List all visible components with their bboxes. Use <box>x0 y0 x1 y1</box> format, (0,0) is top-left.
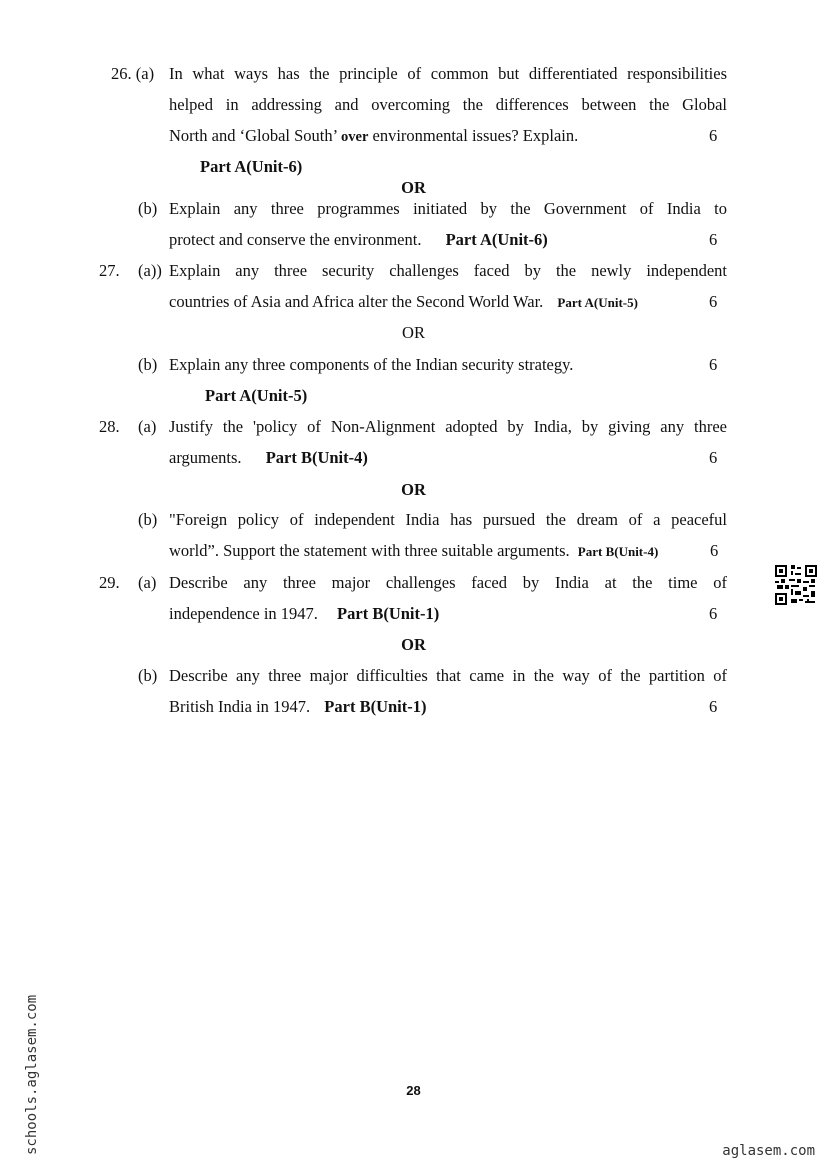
q28-a-line2 <box>169 448 368 468</box>
watermark-right: aglasem.com <box>722 1143 815 1159</box>
watermark-left: schools.aglasem.com <box>24 994 40 1155</box>
q29-num: 29. <box>99 573 120 592</box>
q26-b-line2 <box>169 230 548 250</box>
question-29-number <box>99 573 120 593</box>
q26-a-part-text: Part A(Unit-6) <box>200 157 303 176</box>
q29-a-label: (a) <box>138 573 157 592</box>
q29-or <box>0 635 827 655</box>
q26-or <box>0 178 827 198</box>
q28-a-line2-text: arguments. <box>169 448 242 467</box>
q26-a-label: (a) <box>135 64 155 83</box>
question-27-number <box>99 261 120 281</box>
q26-num: 26. <box>111 64 132 83</box>
q26-b-label: (b) <box>138 199 158 218</box>
q27-b-part <box>205 386 307 406</box>
q27-a-line2 <box>169 292 638 313</box>
q28-b-marks: 6 <box>710 541 719 560</box>
q29-a-line1: Describe any three major challenges faced by India at the time of <box>169 573 727 592</box>
q26-a-line3-post: environmental issues? Explain. <box>372 126 579 145</box>
q27-b-marks: 6 <box>709 355 718 374</box>
q27-a-line1: Explain any three security challenges faced by the newly independent <box>169 261 727 280</box>
q29-a-line2 <box>169 604 439 624</box>
q26-a-line1: In what ways has the principle of common but differentiated responsibilities <box>169 64 727 83</box>
q29-b-line2 <box>169 697 426 717</box>
q29-b-part: Part B(Unit-1) <box>324 697 427 716</box>
q28-or-text: OR <box>401 480 426 499</box>
q28-b-line2-text: world”. Support the statement with three suitable arguments. <box>169 541 570 560</box>
q27-b-part-text: Part A(Unit-5) <box>205 386 308 405</box>
q27-b-line1: Explain any three components of the Indian security strategy. <box>169 355 574 374</box>
q27-or: OR <box>402 323 425 342</box>
q28-b-part: Part B(Unit-4) <box>577 544 659 559</box>
qr-code-icon <box>775 565 817 605</box>
q28-or <box>0 480 827 500</box>
q28-num: 28. <box>99 417 120 436</box>
q29-a-marks: 6 <box>709 604 718 623</box>
q29-or-text: OR <box>401 635 426 654</box>
q27-a-part: Part A(Unit-5) <box>557 295 638 310</box>
q29-a-part: Part B(Unit-1) <box>337 604 440 623</box>
q27-a-line2-text: countries of Asia and Africa alter the Second World War. <box>169 292 544 311</box>
question-26-number <box>111 64 154 84</box>
q26-a-line3 <box>169 126 578 147</box>
q29-b-label: (b) <box>138 666 158 685</box>
q28-b-label: (b) <box>138 510 158 529</box>
q26-a-part <box>200 157 302 177</box>
q26-b-part: Part A(Unit-6) <box>445 230 548 249</box>
q28-a-line1: Justify the 'policy of Non-Alignment adopted by India, by giving any three <box>169 417 727 436</box>
q28-a-part: Part B(Unit-4) <box>265 448 368 467</box>
page-number: 28 <box>406 1083 421 1098</box>
q27-a-label: (a)) <box>138 261 162 280</box>
q26-b-marks: 6 <box>709 230 718 249</box>
q29-a-line2-text: independence in 1947. <box>169 604 318 623</box>
q28-b-line1: "Foreign policy of independent India has pursued the dream of a peaceful <box>169 510 727 529</box>
q29-b-line1: Describe any three major difficulties that came in the way of the partition of <box>169 666 727 685</box>
q27-b-label: (b) <box>138 355 158 374</box>
q26-or-text: OR <box>401 178 426 197</box>
q26-a-line3-bold: over <box>341 129 369 145</box>
q28-a-marks: 6 <box>709 448 718 467</box>
q28-a-label: (a) <box>138 417 157 436</box>
q28-b-line2 <box>169 541 658 562</box>
q27-num: 27. <box>99 261 120 280</box>
q26-b-line2-text: protect and conserve the environment. <box>169 230 422 249</box>
q26-a-line2: helped in addressing and overcoming the differences between the Global <box>169 95 727 114</box>
question-28-number <box>99 417 120 437</box>
q29-b-marks: 6 <box>709 697 718 716</box>
q26-a-line3-pre: North and ‘Global South’ <box>169 126 337 145</box>
q29-b-line2-text: British India in 1947. <box>169 697 311 716</box>
q26-a-marks: 6 <box>709 126 718 145</box>
q26-b-line1: Explain any three programmes initiated by the Government of India to <box>169 199 727 218</box>
q27-a-marks: 6 <box>709 292 718 311</box>
